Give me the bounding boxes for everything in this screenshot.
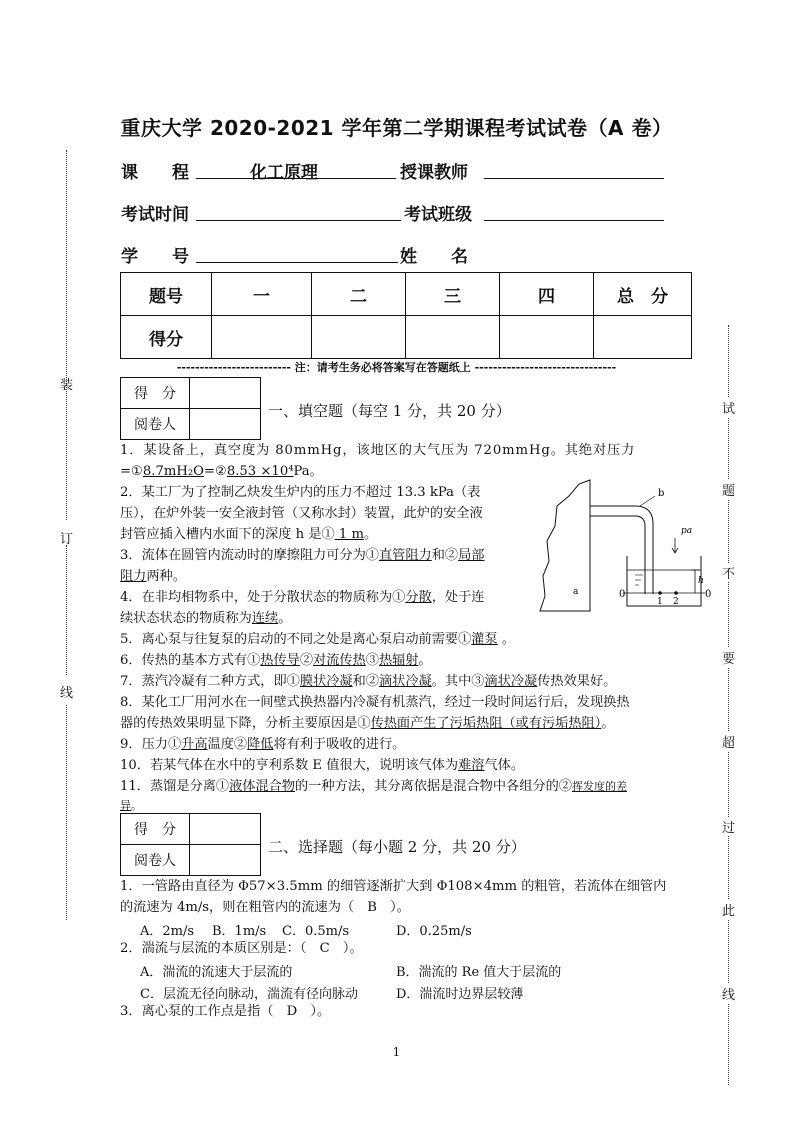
s1-q2-line3: 封管应插入槽内水面下的深度 h 是① 1 m。 [120,527,378,542]
exam-class-label: 考试班级 [404,205,472,225]
grader-score-label: 得 分 [121,814,190,845]
score-blank [500,316,594,359]
s1-q7: 7．蒸汽冷凝有二种方式，即①膜状冷凝和②滴状冷凝。其中③滴状冷凝传热效果好。 [120,674,617,689]
s1-q1-line1: 1．某设备上，真空度为 80mmHg，该地区的大气压为 720mmHg。其绝对压力 [120,443,636,458]
exam-time-field [196,200,401,221]
teacher-label: 授课教师 [400,163,468,183]
s1-q5: 5．离心泵与往复泵的启动的不同之处是离心泵启动前需要①灌泵 。 [120,632,516,647]
exam-title: 重庆大学 2020-2021 学年第二学期课程考试试卷（A 卷） [120,116,673,140]
grader-blank [190,814,261,845]
point-2 [674,591,678,595]
s2-q2: 2．湍流与层流的本质区别是：（ C ）。 [120,941,363,956]
binding-char: 试 [722,398,735,417]
binding-line-left [66,705,67,920]
s1-q4-line1: 4．在非均相物系中，处于分散状态的物质称为①分散，处于连 [120,590,485,605]
course-label: 课 程 [121,163,189,183]
binding-char: 不 [722,563,735,582]
s1-q11-line2: 异。 [120,799,142,812]
grader-box-1 [120,377,261,440]
grader-blank [190,378,261,409]
score-cell: 四 [500,273,594,316]
course-value: 化工原理 [250,163,318,183]
s1-q11-line1: 11．蒸馏是分离①液体混合物的一种方法，其分离依据是混合物中各组分的②挥发度的差 [120,779,627,794]
s1-q2-line1: 2．某工厂为了控制乙炔发生炉内的压力不超过 13.3 kPa（表 [120,485,481,500]
student-name-label: 姓 名 [400,247,468,267]
score-cell: 三 [406,273,500,316]
binding-char: 订 [60,532,74,547]
course-field [196,158,396,183]
water-seal-diagram [535,476,715,616]
score-blank [406,316,500,359]
s1-q8-line2: 器的传热效果明显下降，分析主要原因是①传热面产生了污垢热阻（或有污垢热阻）。 [120,716,615,731]
seal-tank [627,556,701,606]
grader-blank [190,845,261,876]
s2-q2-opt-b: B．湍流的 Re 值大于层流的 [396,965,562,980]
score-table-score-row [121,316,692,359]
score-table [120,272,692,359]
s2-q2-opt-c: C．层流无径向脉动，湍流有径向脉动 [140,987,358,1002]
s1-q1-line2: =①8.7mH₂O=②8.53 ×10⁴Pa。 [120,464,323,479]
binding-char: 线 [60,686,74,701]
s2-q3: 3．离心泵的工作点是指（ D ）。 [120,1004,331,1019]
binding-line-left [66,150,67,520]
score-cell: 得分 [121,316,212,359]
binding-char: 题 [722,480,735,499]
binding-char: 要 [722,648,735,667]
binding-char: 线 [722,984,735,1003]
label-point-2: 2 [673,597,679,607]
label-pa: pa [681,526,693,536]
page-number: 1 [392,1045,401,1059]
s2-q2-opt-a: A．湍流的流速大于层流的 [140,965,293,980]
label-a: a [573,587,579,597]
s2-q1-opt-d: D．0.25m/s [396,924,472,939]
label-b: b [658,488,665,499]
score-blank [312,316,406,359]
s2-q2-opt-d: D．湍流时边界层较薄 [396,987,524,1002]
s1-q6: 6．传热的基本方式有①热传导②对流传热③热辐射。 [120,653,432,668]
grader-reviewer-label: 阅卷人 [121,845,190,876]
s2-q1-line2: 的流速为 4m/s，则在粗管内的流速为（ B ）。 [120,900,410,915]
label-point-1: 1 [657,597,663,607]
binding-char: 此 [722,900,735,919]
binding-char: 装 [60,378,74,393]
label-datum-left: 0 [619,589,626,600]
score-blank [212,316,312,359]
binding-line-right [728,325,729,1085]
s2-q1-opt-c: C．0.5m/s [282,924,349,939]
s1-q2-line2: 压），在炉外装一安全液封管（又称水封）装置，此炉的安全液 [120,506,483,521]
section2-title: 二、选择题（每小题 2 分，共 20 分） [268,838,526,856]
exam-time-label: 考试时间 [121,205,189,225]
exam-class-field [484,200,664,221]
binding-line-left [66,545,67,675]
answer-note: ------------------------- 注：请考生务必将答案写在答题纸上 ------------------------------- [176,361,617,374]
point-1 [658,591,662,595]
score-cell: 二 [312,273,406,316]
s1-q3-line1: 3．流体在圆管内流动时的摩擦阻力可分为①直管阻力和②局部 [120,548,485,563]
s1-q8-line1: 8．某化工厂用河水在一间壁式换热器内冷凝有机蒸汽，经过一段时间运行后，发现换热 [120,695,630,710]
furnace-outline [540,480,590,611]
score-cell: 一 [212,273,312,316]
seal-pipe-inner [590,516,645,594]
s1-q10: 10．若某气体在水中的亨利系数 E 值很大，说明该气体为难溶气体。 [120,758,525,773]
grader-blank [190,409,261,440]
grader-box-2 [120,813,261,876]
grader-score-label: 得 分 [121,378,190,409]
s1-q4-line2: 续状态状态的物质称为连续。 [120,611,292,626]
grader-reviewer-label: 阅卷人 [121,409,190,440]
binding-char: 超 [722,732,735,751]
label-h: h [698,576,704,586]
score-cell: 总 分 [594,273,692,316]
section1-title: 一、填空题（每空 1 分，共 20 分） [268,402,511,420]
teacher-field [484,158,664,179]
s2-q1-opt-a: A．2m/s [140,924,195,939]
s2-q1-line1: 1．一管路由直径为 Φ57×3.5mm 的细管逐渐扩大到 Φ108×4mm 的粗管，若流体在细管内 [120,879,667,894]
score-cell: 题号 [121,273,212,316]
s1-q3-line2: 阻力两种。 [120,569,186,584]
student-id-label: 学 号 [121,247,189,267]
b-leader [640,496,655,506]
s1-q9: 9．压力①升高温度②降低将有利于吸收的进行。 [120,737,406,752]
s2-q1-opt-b: B．1m/s [212,924,267,939]
binding-char: 过 [722,817,735,836]
score-blank [594,316,692,359]
score-table-header-row [121,273,692,316]
label-datum-right: 0 [705,589,712,600]
student-id-field [196,242,398,263]
